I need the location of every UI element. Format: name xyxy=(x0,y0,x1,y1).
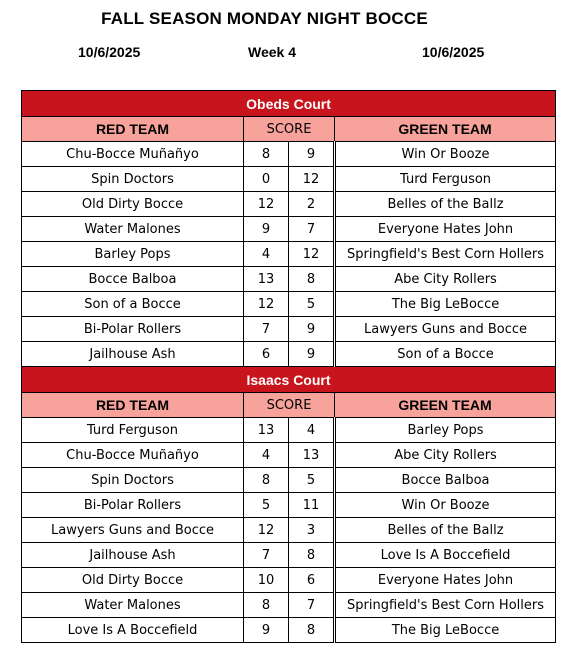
green-team-score: 9 xyxy=(289,317,335,342)
red-team-score: 9 xyxy=(244,618,289,643)
green-team-score: 9 xyxy=(289,342,335,367)
green-team-name: The Big LeBocce xyxy=(335,292,556,317)
table-row xyxy=(22,317,556,342)
red-team-name: Turd Ferguson xyxy=(22,418,244,443)
red-team-score: 7 xyxy=(244,317,289,342)
column-header-row xyxy=(22,393,556,418)
red-team-score: 8 xyxy=(244,593,289,618)
column-header-row xyxy=(22,117,556,142)
table-row xyxy=(22,292,556,317)
red-team-score: 6 xyxy=(244,342,289,367)
red-team-name: Lawyers Guns and Bocce xyxy=(22,518,244,543)
green-team-name: Son of a Bocce xyxy=(335,342,556,367)
red-team-name: Old Dirty Bocce xyxy=(22,192,244,217)
green-team-name: Turd Ferguson xyxy=(335,167,556,192)
score-header: SCORE xyxy=(244,393,335,418)
table-row xyxy=(22,443,556,468)
green-team-name: Springfield's Best Corn Hollers xyxy=(335,593,556,618)
green-team-score: 3 xyxy=(289,518,335,543)
court-name: Obeds Court xyxy=(22,91,556,117)
green-team-score: 11 xyxy=(289,493,335,518)
red-team-score: 13 xyxy=(244,418,289,443)
table-row xyxy=(22,593,556,618)
table-row xyxy=(22,618,556,643)
date-right: 10/6/2025 xyxy=(422,44,485,60)
red-team-score: 12 xyxy=(244,292,289,317)
week-label: Week 4 xyxy=(248,44,296,60)
green-team-name: Win Or Booze xyxy=(335,493,556,518)
table-row xyxy=(22,418,556,443)
green-team-score: 6 xyxy=(289,568,335,593)
red-team-name: Chu-Bocce Muñañyo xyxy=(22,443,244,468)
red-team-score: 7 xyxy=(244,543,289,568)
green-team-header: GREEN TEAM xyxy=(335,117,556,142)
table-row xyxy=(22,192,556,217)
green-team-score: 5 xyxy=(289,292,335,317)
date-left: 10/6/2025 xyxy=(78,44,141,60)
red-team-name: Bocce Balboa xyxy=(22,267,244,292)
red-team-name: Spin Doctors xyxy=(22,167,244,192)
green-team-score: 2 xyxy=(289,192,335,217)
green-team-name: Abe City Rollers xyxy=(335,267,556,292)
green-team-name: Abe City Rollers xyxy=(335,443,556,468)
table-row xyxy=(22,142,556,167)
table-row xyxy=(22,342,556,367)
green-team-score: 7 xyxy=(289,217,335,242)
red-team-header: RED TEAM xyxy=(22,117,244,142)
green-team-score: 7 xyxy=(289,593,335,618)
red-team-name: Water Malones xyxy=(22,593,244,618)
red-team-score: 5 xyxy=(244,493,289,518)
table-row xyxy=(22,518,556,543)
green-team-score: 8 xyxy=(289,543,335,568)
schedule-body xyxy=(22,91,556,643)
red-team-score: 13 xyxy=(244,267,289,292)
red-team-name: Chu-Bocce Muñañyo xyxy=(22,142,244,167)
green-team-score: 12 xyxy=(289,242,335,267)
court-header-row xyxy=(22,367,556,393)
score-header: SCORE xyxy=(244,117,335,142)
red-team-name: Love Is A Boccefield xyxy=(22,618,244,643)
red-team-name: Bi-Polar Rollers xyxy=(22,317,244,342)
green-team-score: 8 xyxy=(289,618,335,643)
red-team-score: 4 xyxy=(244,242,289,267)
page-title-text: FALL SEASON MONDAY NIGHT BOCCE xyxy=(101,9,428,28)
green-team-name: Lawyers Guns and Bocce xyxy=(335,317,556,342)
red-team-header: RED TEAM xyxy=(22,393,244,418)
green-team-name: Everyone Hates John xyxy=(335,217,556,242)
green-team-name: Love Is A Boccefield xyxy=(335,543,556,568)
green-team-name: The Big LeBocce xyxy=(335,618,556,643)
court-name: Isaacs Court xyxy=(22,367,556,393)
court-header-row xyxy=(22,91,556,117)
table-row xyxy=(22,217,556,242)
green-team-name: Springfield's Best Corn Hollers xyxy=(335,242,556,267)
red-team-name: Bi-Polar Rollers xyxy=(22,493,244,518)
green-team-name: Win Or Booze xyxy=(335,142,556,167)
red-team-score: 8 xyxy=(244,468,289,493)
red-team-score: 12 xyxy=(244,192,289,217)
table-row xyxy=(22,167,556,192)
table-row xyxy=(22,493,556,518)
red-team-score: 12 xyxy=(244,518,289,543)
schedule-table xyxy=(21,90,556,643)
red-team-name: Son of a Bocce xyxy=(22,292,244,317)
red-team-name: Jailhouse Ash xyxy=(22,342,244,367)
red-team-name: Water Malones xyxy=(22,217,244,242)
green-team-name: Belles of the Ballz xyxy=(335,518,556,543)
red-team-name: Barley Pops xyxy=(22,242,244,267)
green-team-score: 12 xyxy=(289,167,335,192)
table-row xyxy=(22,468,556,493)
table-row xyxy=(22,568,556,593)
green-team-header: GREEN TEAM xyxy=(335,393,556,418)
green-team-name: Bocce Balboa xyxy=(335,468,556,493)
green-team-score: 4 xyxy=(289,418,335,443)
red-team-score: 0 xyxy=(244,167,289,192)
red-team-name: Jailhouse Ash xyxy=(22,543,244,568)
green-team-score: 13 xyxy=(289,443,335,468)
green-team-name: Belles of the Ballz xyxy=(335,192,556,217)
green-team-name: Barley Pops xyxy=(335,418,556,443)
red-team-score: 4 xyxy=(244,443,289,468)
green-team-score: 9 xyxy=(289,142,335,167)
red-team-score: 8 xyxy=(244,142,289,167)
red-team-name: Old Dirty Bocce xyxy=(22,568,244,593)
table-row xyxy=(22,242,556,267)
green-team-score: 5 xyxy=(289,468,335,493)
table-row xyxy=(22,543,556,568)
green-team-score: 8 xyxy=(289,267,335,292)
table-row xyxy=(22,267,556,292)
red-team-score: 10 xyxy=(244,568,289,593)
red-team-name: Spin Doctors xyxy=(22,468,244,493)
red-team-score: 9 xyxy=(244,217,289,242)
green-team-name: Everyone Hates John xyxy=(335,568,556,593)
page-title xyxy=(0,9,565,29)
